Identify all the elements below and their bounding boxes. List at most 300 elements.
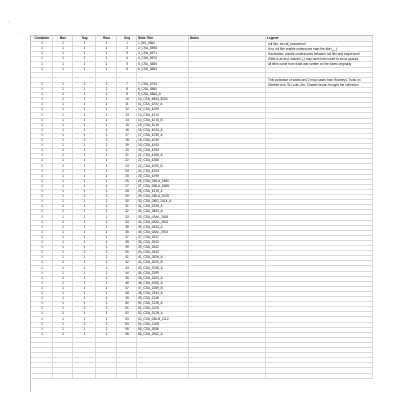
cell-slide-title[interactable]: 25_CSA_4295 xyxy=(137,174,189,179)
cell-tray[interactable]: 1 xyxy=(73,153,96,158)
cell-row[interactable]: 1 xyxy=(96,306,117,311)
cell-seq[interactable]: 20 xyxy=(117,148,137,153)
cell-slide-title[interactable]: 56_CSA_2062_A xyxy=(137,332,189,337)
cell-seq[interactable]: 40 xyxy=(117,250,137,255)
cell-slide-title[interactable]: 11_CSA_4202_A xyxy=(137,102,189,107)
cell-box[interactable]: 1 xyxy=(53,230,73,235)
cell-tray[interactable]: 1 xyxy=(73,250,96,255)
cell-box[interactable]: 1 xyxy=(53,169,73,174)
cell-slide-title[interactable]: 31_CSA_2336_A xyxy=(137,204,189,209)
cell-container[interactable]: 1 xyxy=(31,327,53,332)
cell-slide-title[interactable]: 8_CSA_5560 xyxy=(137,87,189,92)
cell-box[interactable]: 1 xyxy=(53,245,73,250)
cell-box[interactable]: 1 xyxy=(53,164,73,169)
cell-tray[interactable]: 1 xyxy=(73,97,96,102)
cell-row[interactable]: 1 xyxy=(96,46,117,51)
cell-seq[interactable]: 41 xyxy=(117,255,137,260)
cell-slide-title[interactable]: 27_CSA_DBLA_1688 xyxy=(137,184,189,189)
cell-slide-title[interactable]: 9_CSA_5864_A xyxy=(137,92,189,97)
cell-seq[interactable]: 13 xyxy=(117,113,137,118)
cell-box[interactable]: 1 xyxy=(53,327,73,332)
cell-slide-title[interactable]: 43_CSA_2298_A xyxy=(137,266,189,271)
cell-box[interactable]: 1 xyxy=(53,153,73,158)
cell-container[interactable]: 1 xyxy=(31,301,53,306)
cell-legend[interactable] xyxy=(266,373,373,378)
cell-container[interactable] xyxy=(31,373,53,378)
cell-box[interactable]: 1 xyxy=(53,276,73,281)
cell-slide-title[interactable]: 30_CSA_DBG_2014_A xyxy=(137,199,189,204)
cell-box[interactable]: 1 xyxy=(53,209,73,214)
cell-container[interactable]: 1 xyxy=(31,41,53,46)
cell-seq[interactable]: 1 xyxy=(117,41,137,46)
cell-tray[interactable]: 1 xyxy=(73,46,96,51)
cell-seq[interactable]: 27 xyxy=(117,184,137,189)
cell-container[interactable]: 1 xyxy=(31,220,53,225)
cell-box[interactable]: 1 xyxy=(53,143,73,148)
cell-tray[interactable]: 1 xyxy=(73,174,96,179)
cell-tray[interactable]: 1 xyxy=(73,317,96,322)
cell-tray[interactable]: 1 xyxy=(73,133,96,138)
cell-tray[interactable]: 1 xyxy=(73,281,96,286)
cell-box[interactable]: 1 xyxy=(53,317,73,322)
cell-slide-title[interactable]: 2_CSA_5598 xyxy=(137,46,189,51)
cell-tray[interactable]: 1 xyxy=(73,179,96,184)
cell-seq[interactable]: 24 xyxy=(117,169,137,174)
cell-tray[interactable]: 1 xyxy=(73,41,96,46)
cell-row[interactable]: 1 xyxy=(96,199,117,204)
cell-tray[interactable]: 1 xyxy=(73,260,96,265)
cell-row[interactable] xyxy=(96,373,117,378)
cell-row[interactable]: 1 xyxy=(96,184,117,189)
cell-row[interactable]: 1 xyxy=(96,174,117,179)
cell-seq[interactable]: 10 xyxy=(117,97,137,102)
cell-row[interactable]: 1 xyxy=(96,311,117,316)
cell-slide-title[interactable]: 44_CSA_2299 xyxy=(137,271,189,276)
cell-row[interactable]: 1 xyxy=(96,102,117,107)
cell-slide-title[interactable]: 1_BG_0562 xyxy=(137,41,189,46)
cell-row[interactable]: 1 xyxy=(96,230,117,235)
cell-row[interactable]: 1 xyxy=(96,245,117,250)
cell-slide-title[interactable]: 40_CSA_2542 xyxy=(137,250,189,255)
cell-seq[interactable]: 42 xyxy=(117,260,137,265)
cell-slide-title[interactable]: 39_CSA_2542 xyxy=(137,245,189,250)
cell-tray[interactable]: 1 xyxy=(73,225,96,230)
cell-seq[interactable]: 45 xyxy=(117,276,137,281)
cell-slide-title[interactable]: 54_CSA_2108 xyxy=(137,322,189,327)
cell-tray[interactable]: 1 xyxy=(73,311,96,316)
cell-slide-title[interactable]: 33_CSA_LBAL_2645 xyxy=(137,215,189,220)
cell-seq[interactable]: 49 xyxy=(117,296,137,301)
cell-tray[interactable]: 1 xyxy=(73,82,96,87)
cell-seq[interactable]: 36 xyxy=(117,230,137,235)
cell-box[interactable]: 1 xyxy=(53,92,73,97)
cell-tray[interactable]: 1 xyxy=(73,286,96,291)
cell-box[interactable]: 1 xyxy=(53,271,73,276)
cell-tray[interactable]: 1 xyxy=(73,215,96,220)
cell-box[interactable]: 1 xyxy=(53,266,73,271)
cell-container[interactable]: 1 xyxy=(31,317,53,322)
cell-slide-title[interactable]: 15_CSA_4216 xyxy=(137,123,189,128)
cell-box[interactable]: 1 xyxy=(53,128,73,133)
cell-slide-title[interactable]: 36_CSA_LBAL_2501 xyxy=(137,230,189,235)
cell-tray[interactable]: 1 xyxy=(73,327,96,332)
cell-slide-title[interactable]: 46_CSA_2265_A xyxy=(137,281,189,286)
cell-container[interactable]: 1 xyxy=(31,306,53,311)
cell-slide-title[interactable]: 47_CSA_2269_B xyxy=(137,286,189,291)
cell-container[interactable]: 1 xyxy=(31,97,53,102)
cell-seq[interactable]: 6 xyxy=(117,67,137,72)
cell-seq[interactable]: 54 xyxy=(117,322,137,327)
cell-slide-title[interactable]: 20_CSA_4252 xyxy=(137,148,189,153)
cell-seq[interactable]: 9 xyxy=(117,92,137,97)
cell-box[interactable]: 1 xyxy=(53,158,73,163)
cell-container[interactable]: 1 xyxy=(31,46,53,51)
cell-container[interactable]: 1 xyxy=(31,260,53,265)
cell-box[interactable]: 1 xyxy=(53,133,73,138)
cell-row[interactable]: 1 xyxy=(96,51,117,56)
cell-tray[interactable]: 1 xyxy=(73,113,96,118)
cell-slide-title[interactable]: 32_CSA_2862_A xyxy=(137,209,189,214)
cell-box[interactable]: 1 xyxy=(53,87,73,92)
cell-container[interactable]: 1 xyxy=(31,164,53,169)
cell-container[interactable]: 1 xyxy=(31,199,53,204)
cell-slide-title[interactable]: 38_CSA_2540 xyxy=(137,240,189,245)
cell-box[interactable]: 1 xyxy=(53,56,73,61)
cell-row[interactable]: 1 xyxy=(96,118,117,123)
cell-box[interactable]: 1 xyxy=(53,332,73,337)
cell-tray[interactable]: 1 xyxy=(73,169,96,174)
cell-seq[interactable]: 48 xyxy=(117,291,137,296)
cell-container[interactable]: 1 xyxy=(31,240,53,245)
cell-seq[interactable]: 43 xyxy=(117,266,137,271)
cell-box[interactable]: 1 xyxy=(53,138,73,143)
cell-tray[interactable]: 1 xyxy=(73,92,96,97)
cell-row[interactable]: 1 xyxy=(96,87,117,92)
cell-container[interactable]: 1 xyxy=(31,62,53,67)
cell-seq[interactable]: 18 xyxy=(117,138,137,143)
cell-seq[interactable]: 39 xyxy=(117,245,137,250)
cell-box[interactable]: 1 xyxy=(53,41,73,46)
cell-slide-title[interactable]: 42_CSA_2526_B xyxy=(137,260,189,265)
cell-slide-title[interactable]: 12_CSA_4205 xyxy=(137,107,189,112)
cell-row[interactable]: 1 xyxy=(96,123,117,128)
cell-row[interactable]: 1 xyxy=(96,148,117,153)
cell-container[interactable]: 1 xyxy=(31,250,53,255)
cell-container[interactable]: 1 xyxy=(31,291,53,296)
cell-row[interactable]: 1 xyxy=(96,97,117,102)
cell-container[interactable]: 1 xyxy=(31,230,53,235)
cell-slide-title[interactable]: 5_CSA_5556 xyxy=(137,62,189,67)
cell-seq[interactable]: 11 xyxy=(117,102,137,107)
cell-seq[interactable]: 51 xyxy=(117,306,137,311)
cell-tray[interactable]: 1 xyxy=(73,164,96,169)
cell-slide-title[interactable]: 7_CSA_5794 xyxy=(137,82,189,87)
cell-tray[interactable]: 1 xyxy=(73,271,96,276)
cell-slide-title[interactable]: 14_CSA_4216_B xyxy=(137,118,189,123)
cell-tray[interactable]: 1 xyxy=(73,87,96,92)
cell-container[interactable]: 1 xyxy=(31,133,53,138)
cell-box[interactable]: 1 xyxy=(53,46,73,51)
cell-seq[interactable]: 53 xyxy=(117,317,137,322)
cell-container[interactable]: 1 xyxy=(31,158,53,163)
cell-seq[interactable]: 21 xyxy=(117,153,137,158)
cell-box[interactable]: 1 xyxy=(53,296,73,301)
cell-slide-title[interactable]: 55_CSA_2086 xyxy=(137,327,189,332)
cell-container[interactable]: 1 xyxy=(31,107,53,112)
cell-row[interactable]: 1 xyxy=(96,113,117,118)
cell-seq[interactable]: 15 xyxy=(117,123,137,128)
cell-box[interactable]: 1 xyxy=(53,179,73,184)
cell-tray[interactable]: 1 xyxy=(73,255,96,260)
cell-tray[interactable]: 1 xyxy=(73,301,96,306)
cell-box[interactable]: 1 xyxy=(53,148,73,153)
cell-seq[interactable]: 34 xyxy=(117,220,137,225)
cell-row[interactable]: 1 xyxy=(96,240,117,245)
cell-row[interactable]: 1 xyxy=(96,301,117,306)
cell-slide-title[interactable]: 24_CSA_4293 xyxy=(137,169,189,174)
cell-container[interactable]: 1 xyxy=(31,215,53,220)
cell-seq[interactable]: 19 xyxy=(117,143,137,148)
cell-container[interactable]: 1 xyxy=(31,82,53,87)
cell-container[interactable]: 1 xyxy=(31,138,53,143)
cell-seq[interactable]: 2 xyxy=(117,46,137,51)
cell-container[interactable]: 1 xyxy=(31,189,53,194)
cell-row[interactable]: 1 xyxy=(96,317,117,322)
cell-seq[interactable] xyxy=(117,373,137,378)
cell-seq[interactable]: 3 xyxy=(117,51,137,56)
cell-tray[interactable] xyxy=(73,373,96,378)
cell-seq[interactable]: 5 xyxy=(117,62,137,67)
cell-row[interactable]: 1 xyxy=(96,128,117,133)
cell-slide-title[interactable]: 34_CSA_LBAL_2641 xyxy=(137,220,189,225)
cell-seq[interactable]: 37 xyxy=(117,235,137,240)
cell-row[interactable]: 1 xyxy=(96,327,117,332)
cell-tray[interactable]: 1 xyxy=(73,322,96,327)
cell-row[interactable]: 1 xyxy=(96,209,117,214)
cell-container[interactable]: 1 xyxy=(31,102,53,107)
cell-slide-title[interactable]: 13_CSA_4213 xyxy=(137,113,189,118)
cell-slide-title[interactable]: 26_CSA_DBLA_1680 xyxy=(137,179,189,184)
cell-seq[interactable]: 29 xyxy=(117,194,137,199)
cell-box[interactable]: 1 xyxy=(53,301,73,306)
cell-seq[interactable]: 26 xyxy=(117,179,137,184)
cell-tray[interactable]: 1 xyxy=(73,184,96,189)
cell-slide-title[interactable]: 52_CSA_2028_A xyxy=(137,311,189,316)
cell-seq[interactable]: 8 xyxy=(117,87,137,92)
cell-container[interactable]: 1 xyxy=(31,296,53,301)
cell-tray[interactable]: 1 xyxy=(73,102,96,107)
cell-slide-title[interactable]: 4_CSA_5570 xyxy=(137,56,189,61)
cell-box[interactable]: 1 xyxy=(53,102,73,107)
cell-slide-title[interactable]: 35_CSA_2643_A xyxy=(137,225,189,230)
cell-box[interactable]: 1 xyxy=(53,67,73,72)
cell-slide-title[interactable]: 53_CSA_DBLB_2112 xyxy=(137,317,189,322)
cell-row[interactable]: 1 xyxy=(96,215,117,220)
cell-row[interactable]: 1 xyxy=(96,286,117,291)
cell-container[interactable]: 1 xyxy=(31,311,53,316)
cell-box[interactable]: 1 xyxy=(53,184,73,189)
cell-slide-title[interactable] xyxy=(137,373,189,378)
cell-box[interactable]: 1 xyxy=(53,107,73,112)
cell-tray[interactable]: 1 xyxy=(73,51,96,56)
cell-seq[interactable]: 32 xyxy=(117,209,137,214)
cell-tray[interactable]: 1 xyxy=(73,143,96,148)
cell-slide-title[interactable]: 10_CSA_5864_5034 xyxy=(137,97,189,102)
cell-seq[interactable]: 31 xyxy=(117,204,137,209)
cell-seq[interactable]: 4 xyxy=(117,56,137,61)
cell-box[interactable]: 1 xyxy=(53,82,73,87)
cell-row[interactable]: 1 xyxy=(96,281,117,286)
cell-row[interactable]: 1 xyxy=(96,169,117,174)
cell-row[interactable]: 1 xyxy=(96,133,117,138)
cell-row[interactable]: 1 xyxy=(96,164,117,169)
cell-tray[interactable]: 1 xyxy=(73,148,96,153)
cell-container[interactable]: 1 xyxy=(31,153,53,158)
cell-box[interactable]: 1 xyxy=(53,204,73,209)
cell-slide-title[interactable]: 28_CSA_4315_A xyxy=(137,189,189,194)
cell-seq[interactable]: 33 xyxy=(117,215,137,220)
cell-row[interactable]: 1 xyxy=(96,158,117,163)
cell-row[interactable]: 1 xyxy=(96,220,117,225)
cell-tray[interactable]: 1 xyxy=(73,240,96,245)
cell-container[interactable]: 1 xyxy=(31,204,53,209)
cell-seq[interactable]: 22 xyxy=(117,158,137,163)
cell-container[interactable]: 1 xyxy=(31,128,53,133)
cell-row[interactable]: 1 xyxy=(96,225,117,230)
cell-container[interactable]: 1 xyxy=(31,67,53,72)
cell-row[interactable]: 1 xyxy=(96,291,117,296)
cell-seq[interactable]: 56 xyxy=(117,332,137,337)
cell-tray[interactable]: 1 xyxy=(73,245,96,250)
cell-row[interactable]: 1 xyxy=(96,153,117,158)
cell-tray[interactable]: 1 xyxy=(73,138,96,143)
cell-slide-title[interactable]: 17_CSA_4235_A xyxy=(137,133,189,138)
cell-box[interactable]: 1 xyxy=(53,199,73,204)
cell-notes[interactable] xyxy=(189,373,266,378)
cell-box[interactable]: 1 xyxy=(53,123,73,128)
cell-row[interactable]: 1 xyxy=(96,296,117,301)
cell-seq[interactable]: 30 xyxy=(117,199,137,204)
cell-tray[interactable]: 1 xyxy=(73,276,96,281)
cell-seq[interactable]: 14 xyxy=(117,118,137,123)
cell-seq[interactable]: 50 xyxy=(117,301,137,306)
cell-row[interactable]: 1 xyxy=(96,260,117,265)
cell-slide-title[interactable]: 48_CSA_2344_A xyxy=(137,291,189,296)
cell-slide-title[interactable]: 21_CSA_4266_A xyxy=(137,153,189,158)
cell-tray[interactable]: 1 xyxy=(73,123,96,128)
cell-slide-title[interactable]: 29_CSA_DBLA_2028 xyxy=(137,194,189,199)
cell-slide-title[interactable]: 45_CSA_2264_A xyxy=(137,276,189,281)
cell-container[interactable]: 1 xyxy=(31,118,53,123)
cell-slide-title[interactable]: 16_CSA_4234_A xyxy=(137,128,189,133)
cell-slide-title[interactable]: 50_CSA_2128_A xyxy=(137,301,189,306)
cell-container[interactable]: 1 xyxy=(31,179,53,184)
cell-tray[interactable]: 1 xyxy=(73,291,96,296)
cell-box[interactable]: 1 xyxy=(53,97,73,102)
cell-box[interactable] xyxy=(53,373,73,378)
cell-container[interactable]: 1 xyxy=(31,255,53,260)
cell-container[interactable]: 1 xyxy=(31,123,53,128)
cell-row[interactable]: 1 xyxy=(96,332,117,337)
cell-row[interactable]: 1 xyxy=(96,41,117,46)
cell-slide-title[interactable]: 18_CSA_4240 xyxy=(137,138,189,143)
cell-box[interactable]: 1 xyxy=(53,113,73,118)
cell-container[interactable]: 1 xyxy=(31,266,53,271)
cell-container[interactable]: 1 xyxy=(31,148,53,153)
cell-seq[interactable]: 52 xyxy=(117,311,137,316)
cell-row[interactable]: 1 xyxy=(96,235,117,240)
cell-slide-title[interactable]: 41_CSA_2526_A xyxy=(137,255,189,260)
cell-container[interactable]: 1 xyxy=(31,322,53,327)
cell-container[interactable]: 1 xyxy=(31,276,53,281)
cell-row[interactable]: 1 xyxy=(96,82,117,87)
cell-slide-title[interactable]: 49_CSA_2146 xyxy=(137,296,189,301)
cell-seq[interactable]: 17 xyxy=(117,133,137,138)
cell-seq[interactable]: 16 xyxy=(117,128,137,133)
cell-tray[interactable]: 1 xyxy=(73,230,96,235)
cell-tray[interactable]: 1 xyxy=(73,332,96,337)
cell-row[interactable]: 1 xyxy=(96,62,117,67)
cell-box[interactable]: 1 xyxy=(53,322,73,327)
cell-row[interactable]: 1 xyxy=(96,138,117,143)
cell-row[interactable]: 1 xyxy=(96,194,117,199)
cell-box[interactable]: 1 xyxy=(53,220,73,225)
cell-row[interactable]: 1 xyxy=(96,143,117,148)
cell-row[interactable]: 1 xyxy=(96,266,117,271)
cell-seq[interactable]: 25 xyxy=(117,174,137,179)
cell-row[interactable]: 1 xyxy=(96,250,117,255)
cell-container[interactable]: 1 xyxy=(31,235,53,240)
cell-box[interactable]: 1 xyxy=(53,194,73,199)
cell-container[interactable]: 1 xyxy=(31,225,53,230)
cell-tray[interactable]: 1 xyxy=(73,62,96,67)
cell-seq[interactable]: 35 xyxy=(117,225,137,230)
cell-box[interactable]: 1 xyxy=(53,291,73,296)
cell-seq[interactable]: 7 xyxy=(117,82,137,87)
cell-tray[interactable]: 1 xyxy=(73,220,96,225)
cell-row[interactable]: 1 xyxy=(96,322,117,327)
cell-tray[interactable]: 1 xyxy=(73,235,96,240)
cell-tray[interactable]: 1 xyxy=(73,209,96,214)
cell-box[interactable]: 1 xyxy=(53,286,73,291)
cell-row[interactable]: 1 xyxy=(96,255,117,260)
cell-seq[interactable]: 44 xyxy=(117,271,137,276)
cell-box[interactable]: 1 xyxy=(53,62,73,67)
cell-tray[interactable]: 1 xyxy=(73,266,96,271)
cell-slide-title[interactable]: 22_CSA_4288 xyxy=(137,158,189,163)
cell-row[interactable]: 1 xyxy=(96,179,117,184)
cell-box[interactable]: 1 xyxy=(53,189,73,194)
cell-container[interactable]: 1 xyxy=(31,169,53,174)
cell-box[interactable]: 1 xyxy=(53,215,73,220)
cell-seq[interactable]: 12 xyxy=(117,107,137,112)
cell-container[interactable]: 1 xyxy=(31,281,53,286)
cell-box[interactable]: 1 xyxy=(53,260,73,265)
cell-container[interactable]: 1 xyxy=(31,87,53,92)
cell-slide-title[interactable]: 19_CSA_4243 xyxy=(137,143,189,148)
cell-container[interactable]: 1 xyxy=(31,174,53,179)
cell-tray[interactable]: 1 xyxy=(73,199,96,204)
cell-box[interactable]: 1 xyxy=(53,281,73,286)
cell-container[interactable]: 1 xyxy=(31,51,53,56)
cell-row[interactable]: 1 xyxy=(96,92,117,97)
cell-tray[interactable]: 1 xyxy=(73,56,96,61)
cell-tray[interactable]: 1 xyxy=(73,128,96,133)
cell-tray[interactable]: 1 xyxy=(73,306,96,311)
cell-container[interactable]: 1 xyxy=(31,332,53,337)
cell-box[interactable]: 1 xyxy=(53,225,73,230)
cell-seq[interactable]: 23 xyxy=(117,164,137,169)
